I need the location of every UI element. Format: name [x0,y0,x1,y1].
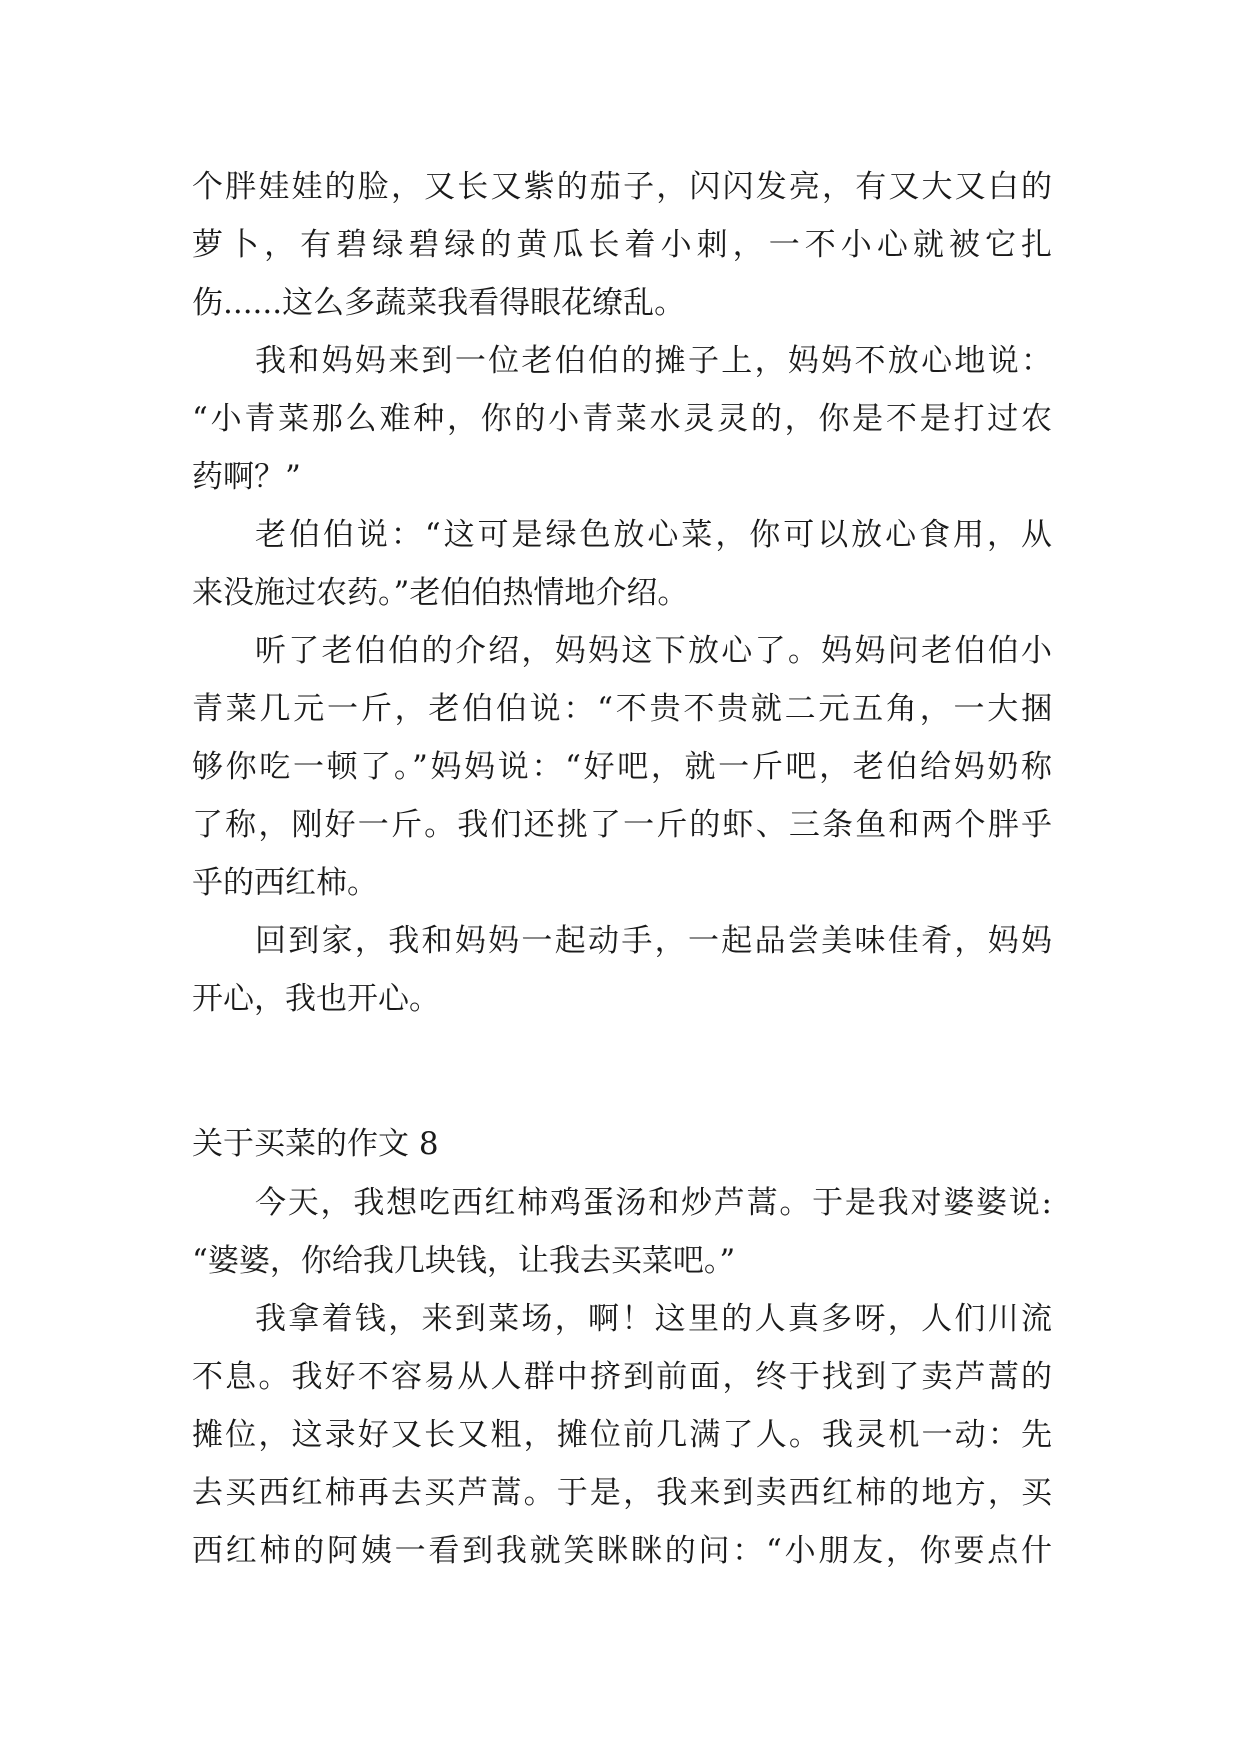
text-line: 听了老伯伯的介绍，妈妈这下放心了。妈妈问老伯伯小 [255,633,1052,669]
section-heading: 关于买菜的作文 8 [192,1126,439,1162]
document-page [192,158,1052,1580]
text-line: 青菜几元一斤，老伯伯说：“不贵不贵就二元五角，一大捆 [192,691,1052,727]
text-line: 回到家，我和妈妈一起动手，一起品尝美味佳肴，妈妈 [255,923,1052,959]
text-line: 西红柿的阿姨一看到我就笑眯眯的问：“小朋友，你要点什 [192,1533,1052,1569]
text-line: 开心，我也开心。 [192,981,440,1017]
text-line: 药啊？” [192,459,301,495]
text-line: 萝卜，有碧绿碧绿的黄瓜长着小刺，一不小心就被它扎 [192,227,1052,263]
paragraph [192,158,1052,332]
text-line: “小青菜那么难种，你的小青菜水灵灵的，你是不是打过农 [192,401,1052,437]
text-line: 老伯伯说：“这可是绿色放心菜，你可以放心食用，从 [255,517,1052,553]
text-line: 摊位，这录好又长又粗，摊位前几满了人。我灵机一动：先 [192,1417,1052,1453]
paragraph [192,1290,1052,1580]
text-line: 我和妈妈来到一位老伯伯的摊子上，妈妈不放心地说： [255,343,1052,379]
section-gap [192,1028,1052,1114]
text-line: 不息。我好不容易从人群中挤到前面，终于找到了卖芦蒿的 [192,1359,1052,1395]
paragraph [192,622,1052,912]
text-line: 乎的西红柿。 [192,865,378,901]
paragraph [192,1174,1052,1290]
text-line: 了称，刚好一斤。我们还挑了一斤的虾、三条鱼和两个胖乎 [192,807,1052,843]
text-line: 够你吃一顿了。”妈妈说：“好吧，就一斤吧，老伯给妈奶称 [192,749,1052,785]
paragraph [192,912,1052,1028]
paragraph [192,332,1052,506]
text-line: “婆婆，你给我几块钱，让我去买菜吧。” [192,1243,736,1279]
paragraph [192,506,1052,622]
text-line: 我拿着钱，来到菜场，啊！这里的人真多呀，人们川流 [255,1301,1052,1337]
text-line: 伤......这么多蔬菜我看得眼花缭乱。 [192,285,686,321]
text-line: 来没施过农药。”老伯伯热情地介绍。 [192,575,689,611]
text-line: 去买西红柿再去买芦蒿。于是，我来到卖西红柿的地方，买 [192,1475,1052,1511]
text-line: 今天，我想吃西红柿鸡蛋汤和炒芦蒿。于是我对婆婆说: [255,1185,1052,1221]
text-line: 个胖娃娃的脸，又长又紫的茄子，闪闪发亮，有又大又白的 [192,169,1052,205]
